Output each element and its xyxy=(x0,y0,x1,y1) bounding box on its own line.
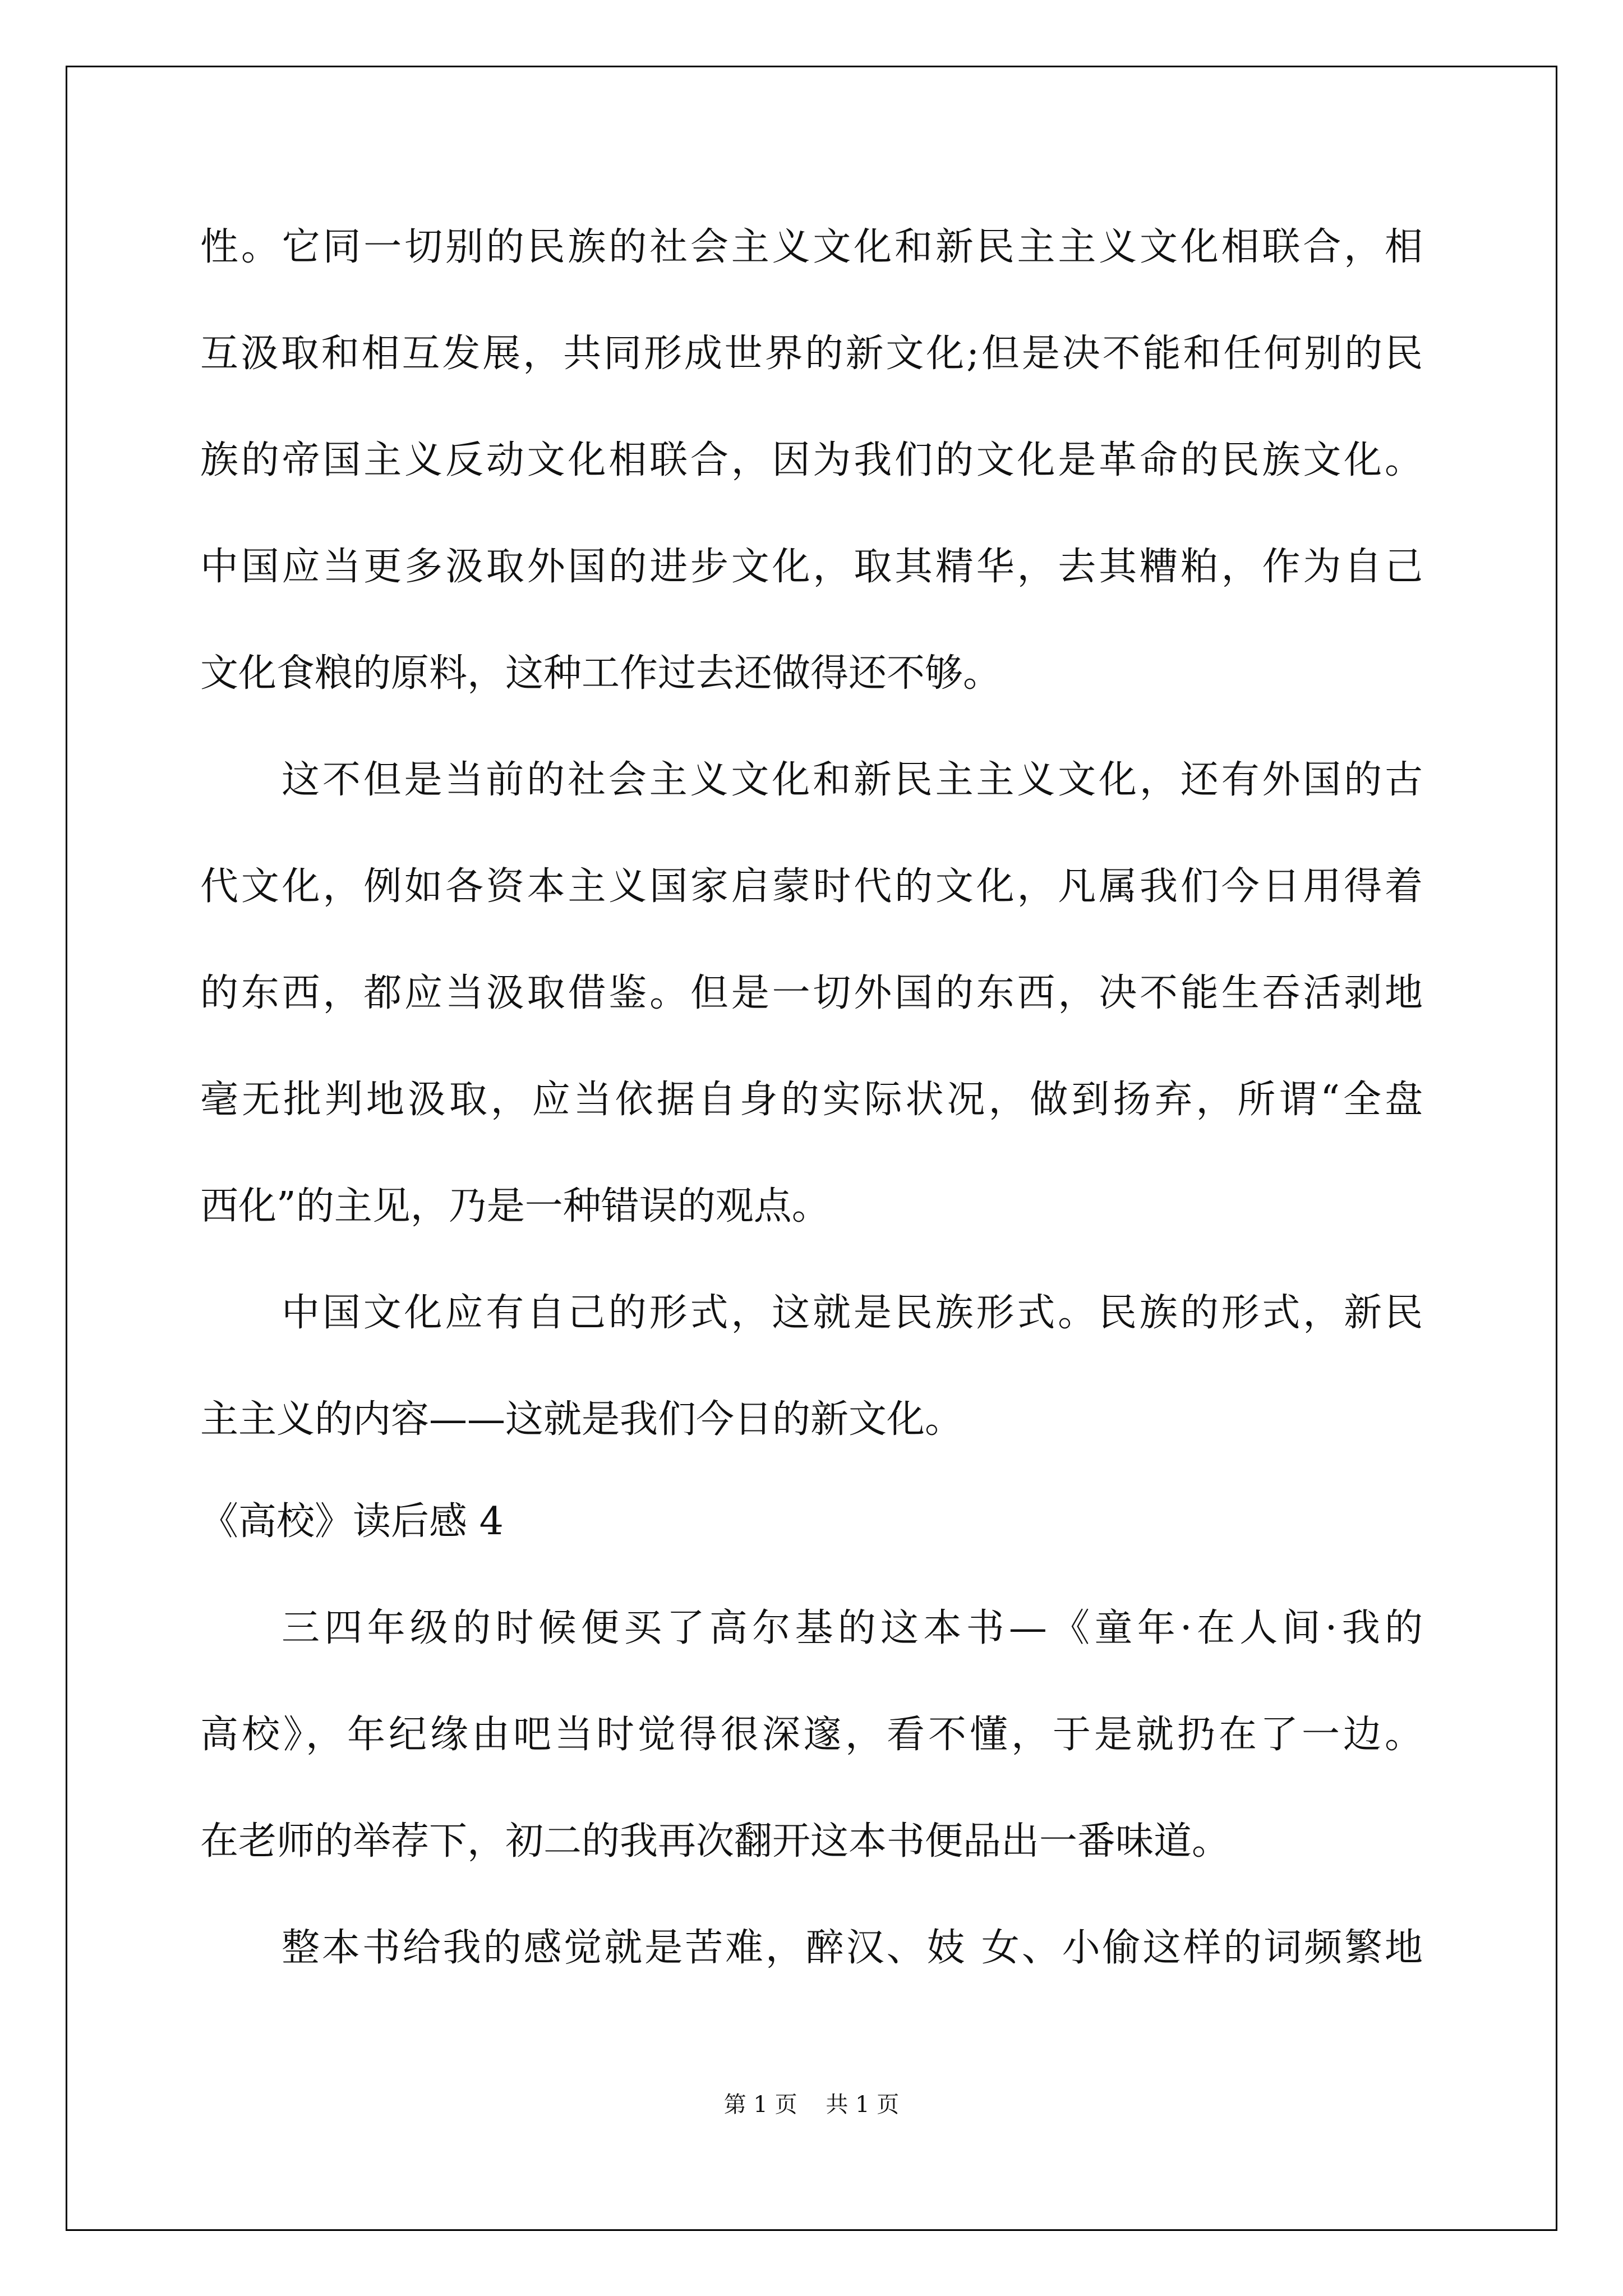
paragraph-line: 这不但是当前的社会主义文化和新民主主义文化，还有外国的古 xyxy=(282,758,1423,802)
paragraph-line: 整本书给我的感觉就是苦难，醉汉、妓 女、小偷这样的词频繁地 xyxy=(282,1926,1423,1970)
section-heading: 《高校》读后感 4 xyxy=(200,1499,504,1544)
paragraph-line: 中国文化应有自己的形式，这就是民族形式。民族的形式，新民 xyxy=(282,1291,1423,1335)
paragraph-line: 性。它同一切别的民族的社会主义文化和新民主主义文化相联合，相 xyxy=(200,225,1423,269)
page-footer: 第 1 页 共 1 页 xyxy=(723,2092,900,2118)
paragraph-line: 主主义的内容——这就是我们今日的新文化。 xyxy=(200,1397,963,1442)
paragraph-line: 代文化，例如各资本主义国家启蒙时代的文化，凡属我们今日用得着 xyxy=(200,864,1423,909)
paragraph-line: 的东西，都应当汲取借鉴。但是一切外国的东西，决不能生吞活剥地 xyxy=(200,971,1423,1015)
paragraph-line: 族的帝国主义反动文化相联合，因为我们的文化是革命的民族文化。 xyxy=(200,438,1423,482)
paragraph-line: 三四年级的时候便买了高尔基的这本书—《童年·在人间·我的 xyxy=(282,1606,1423,1650)
paragraph-line: 高校》，年纪缘由吧当时觉得很深邃，看不懂，于是就扔在了一边。 xyxy=(200,1713,1423,1757)
paragraph-line: 中国应当更多汲取外国的进步文化，取其精华，去其糟粕，作为自己 xyxy=(200,545,1423,589)
paragraph-line: 互汲取和相互发展，共同形成世界的新文化;但是决不能和任何别的民 xyxy=(200,332,1423,376)
page-border xyxy=(66,66,1557,2231)
paragraph-line: 毫无批判地汲取，应当依据自身的实际状况，做到扬弃，所谓“全盘 xyxy=(200,1078,1423,1122)
paragraph-line: 文化食粮的原料，这种工作过去还做得还不够。 xyxy=(200,651,1002,696)
paragraph-line: 西化”的主见，乃是一种错误的观点。 xyxy=(200,1184,830,1228)
paragraph-line: 在老师的举荐下，初二的我再次翻开这本书便品出一番味道。 xyxy=(200,1819,1230,1864)
